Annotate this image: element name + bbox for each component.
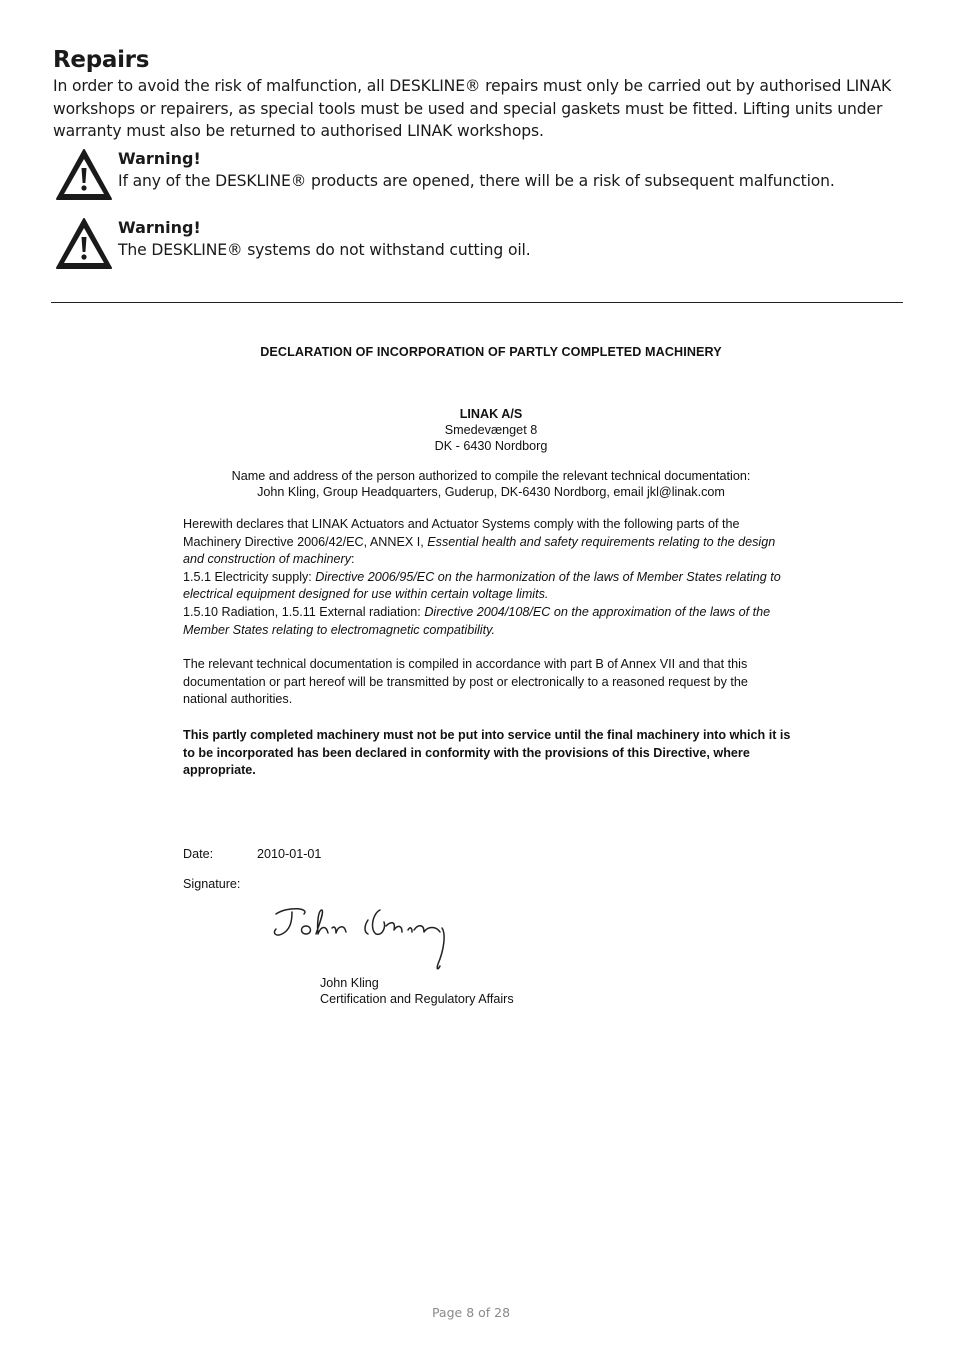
declaration-compliance-paragraph <box>183 516 793 639</box>
warning-title: Warning! <box>118 149 201 168</box>
compliance-item-directive: Directive 2004/108/EC on the approximation of the laws of the Member States relating to electromagnetic compatibility. <box>183 604 771 637</box>
repairs-intro-text: In order to avoid the risk of malfunction, all DESKLINE® repairs must only be carried out by authorised LINAK workshops or repairers, as special tools must be used and special gaskets must be fitted. Lifting units under warranty must also be returned to authorised LINAK workshops. <box>53 77 892 140</box>
compliance-item-label: 1.5.10 Radiation, 1.5.11 External radiation: <box>183 604 425 619</box>
signer-block <box>320 975 514 1007</box>
warning-title: Warning! <box>118 218 201 237</box>
signer-title: Certification and Regulatory Affairs <box>320 992 514 1006</box>
company-city: DK - 6430 Nordborg <box>434 439 548 453</box>
warning-text: If any of the DESKLINE® products are opened, there will be a risk of subsequent malfunction. <box>118 172 835 190</box>
compliance-intro-end: : <box>351 552 355 567</box>
signature-label: Signature: <box>183 877 241 891</box>
section-heading: Repairs <box>53 47 150 73</box>
company-street: Smedevænget 8 <box>444 423 538 437</box>
page-number: Page 8 of 28 <box>431 1305 511 1320</box>
warning-block <box>55 217 915 271</box>
authorized-person-label: Name and address of the person authorized to compile the relevant technical documentation: <box>231 469 751 483</box>
compliance-item-directive: Directive 2006/95/EC on the harmonization of the laws of Member States relating to electrical equipment designed for use within certain voltage limits. <box>183 569 781 602</box>
compliance-intro-italic: Essential health and safety requirements relating to the design and construction of machinery <box>183 534 776 567</box>
warning-triangle-icon <box>55 148 113 202</box>
declaration-documentation-paragraph: The relevant technical documentation is compiled in accordance with part B of Annex VII and that this documentation or part hereof will be transmitted by post or electronically to a reasoned request by the national authorities. <box>183 657 748 707</box>
declaration-service-paragraph: This partly completed machinery must not be put into service until the final machinery into which it is to be incorporated has been declared in conformity with the provisions of this Directive, where appropriate. <box>183 728 791 778</box>
company-address <box>0 406 954 454</box>
date-label: Date: <box>183 847 214 861</box>
compliance-item-label: 1.5.1 Electricity supply: <box>183 569 316 584</box>
declaration-title: DECLARATION OF INCORPORATION OF PARTLY COMPLETED MACHINERY <box>260 345 722 359</box>
warning-triangle-icon <box>55 217 113 271</box>
handwritten-signature <box>268 900 458 975</box>
section-divider <box>51 302 903 303</box>
company-name: LINAK A/S <box>459 407 523 421</box>
warning-text: The DESKLINE® systems do not withstand cutting oil. <box>118 241 531 259</box>
warning-block <box>55 148 915 202</box>
date-value: 2010-01-01 <box>257 847 322 861</box>
authorized-person-details: John Kling, Group Headquarters, Guderup, DK-6430 Nordborg, email jkl@linak.com <box>257 485 725 499</box>
compliance-intro: Herewith declares that LINAK Actuators and Actuator Systems comply with the following parts of the Machinery Directive 2006/42/EC, ANNEX I, <box>183 517 740 549</box>
signer-name: John Kling <box>320 976 379 990</box>
authorized-person <box>0 468 954 500</box>
